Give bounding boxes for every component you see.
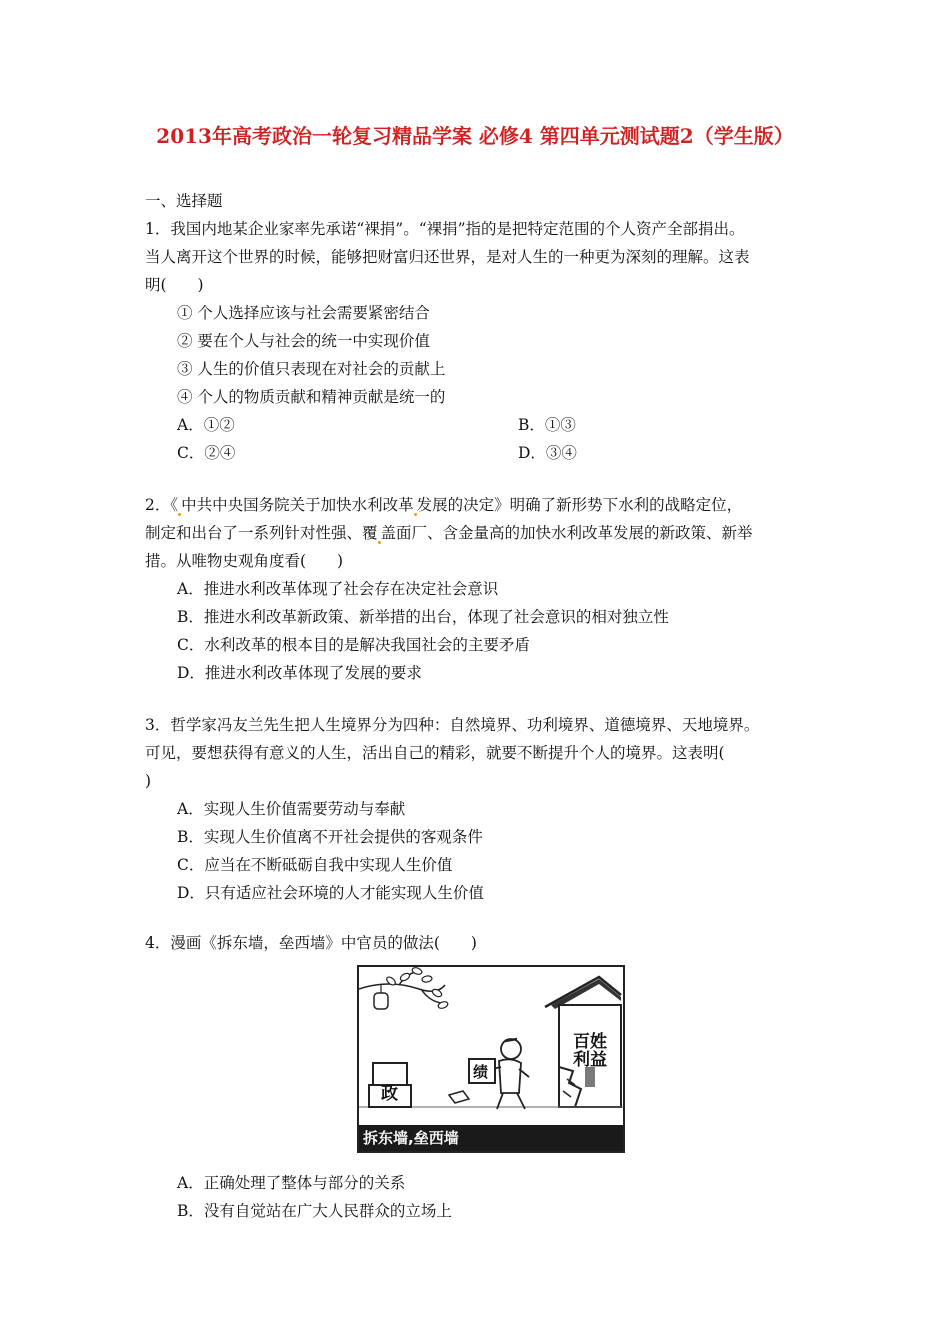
q2-stem-line	[145, 519, 825, 547]
q3-option-c[interactable]: C．应当在不断砥砺自我中实现人生价值	[177, 856, 453, 874]
lantern	[374, 993, 388, 1009]
section-heading: 一、选择题	[145, 192, 223, 210]
q3-option-b[interactable]: B．实现人生价值离不开社会提供的客观条件	[177, 828, 483, 846]
q1-option-c[interactable]: C．②④	[177, 444, 236, 462]
q1-option-b[interactable]: B．①③	[518, 416, 576, 434]
q2-text-part: 发展的决定》明确了新形势下水利的战略定位，	[416, 496, 743, 514]
cartoon-illustration	[357, 965, 625, 1153]
q2-text-part: 中共中央国务院关于加快水利改革	[181, 496, 414, 514]
q2-text-part: 制定和出台了一系列针对性强、覆	[145, 524, 378, 542]
q2-option-d[interactable]: D．推进水利改革体现了发展的要求	[177, 664, 422, 682]
q2-option-c[interactable]: C．水利改革的根本目的是解决我国社会的主要矛盾	[177, 636, 530, 654]
cartoon-caption-bar	[359, 1125, 623, 1151]
q1-stem-line: 当人离开这个世界的时候，能够把财富归还世界，是对人生的一种更为深刻的理解。这表	[145, 248, 750, 266]
q4-stem: 4．漫画《拆东墙，垒西墙》中官员的做法( )	[145, 934, 477, 952]
q1-statement: ② 要在个人与社会的统一中实现价值	[177, 332, 430, 350]
q2-option-b[interactable]: B．推进水利改革新政策、新举措的出台，体现了社会意识的相对独立性	[177, 608, 669, 626]
q2-text-part: 2．《	[145, 496, 179, 514]
rubble	[449, 1091, 469, 1103]
q2-stem-line	[145, 491, 825, 519]
q3-stem-line: 可见，要想获得有意义的人生，活出自己的精彩，就要不断提升个人的境界。这表明(	[145, 744, 725, 762]
q4-option-b[interactable]: B．没有自觉站在广大人民群众的立场上	[177, 1202, 452, 1220]
q4-option-a[interactable]: A．正确处理了整体与部分的关系	[177, 1174, 406, 1192]
q1-stem-line: 1．我国内地某企业家率先承诺“裸捐”。“裸捐”指的是把特定范围的个人资产全部捐出。	[145, 220, 745, 238]
q2-stem-line: 措。从唯物史观角度看( )	[145, 552, 344, 570]
q1-stem-line: 明( )	[145, 276, 204, 294]
q3-stem-line: )	[145, 772, 152, 790]
house-label-line2: 利益	[573, 1050, 607, 1070]
brick-label-zheng: 政	[381, 1084, 398, 1104]
q1-statement: ① 个人选择应该与社会需要紧密结合	[177, 304, 430, 322]
q1-statement: ④ 个人的物质贡献和精神贡献是统一的	[177, 388, 446, 406]
house-label-line1: 百姓	[573, 1032, 607, 1052]
q1-option-d[interactable]: D．③④	[518, 444, 577, 462]
brick-label-ji: 绩	[473, 1063, 489, 1081]
q2-text-part: 盖面厂、含金量高的加快水利改革发展的新政策、新举	[380, 524, 753, 542]
cartoon-caption: 拆东墙,垒西墙	[363, 1129, 459, 1147]
q2-option-a[interactable]: A．推进水利改革体现了社会存在决定社会意识	[177, 580, 499, 598]
document-title: 2013年高考政治一轮复习精品学案 必修4 第四单元测试题2（学生版）	[156, 124, 794, 148]
q3-option-a[interactable]: A．实现人生价值需要劳动与奉献	[177, 800, 406, 818]
q3-option-d[interactable]: D．只有适应社会环境的人才能实现人生价值	[177, 884, 484, 902]
q3-stem-line: 3．哲学家冯友兰先生把人生境界分为四种：自然境界、功利境界、道德境界、天地境界。	[145, 716, 760, 734]
q1-statement: ③ 人生的价值只表现在对社会的贡献上	[177, 360, 446, 378]
q1-option-a[interactable]: A．①②	[177, 416, 235, 434]
